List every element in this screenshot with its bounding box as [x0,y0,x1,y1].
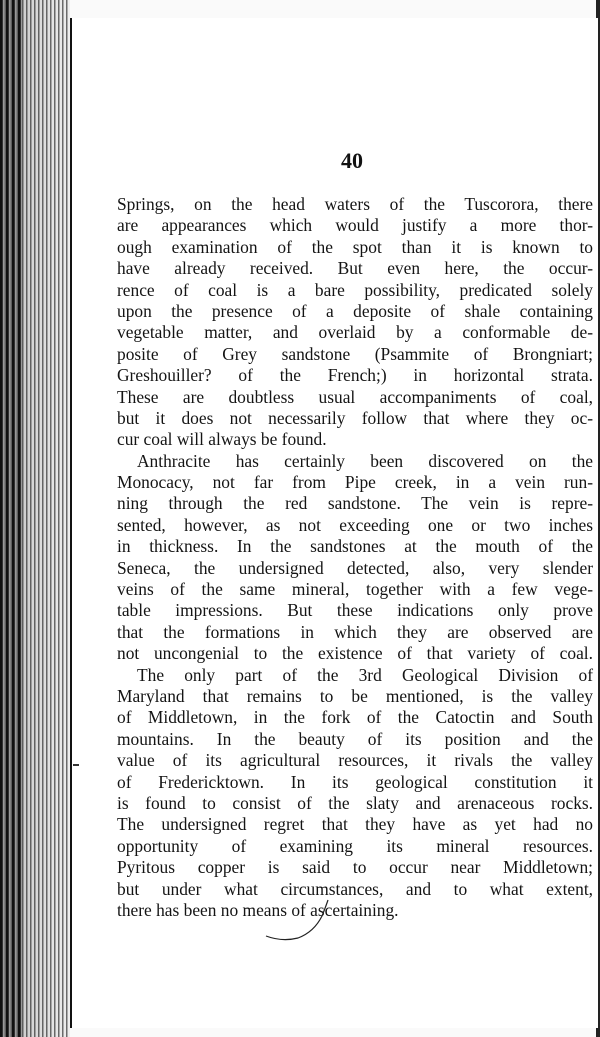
text-line: ning through the red sandstone. The vein is repre- [117,493,593,514]
margin-mark [73,764,79,766]
text-line: are appearances which would justify a more thor- [117,215,593,236]
text-line: is found to consist of the slaty and arenaceous rocks. [117,792,593,813]
text-line: Maryland that remains to be mentioned, is the valley [117,685,593,706]
text-line: but it does not necessarily follow that where they oc- [117,407,593,428]
text-line: that the formations in which they are observed are [117,621,593,642]
text-line: vegetable matter, and overlaid by a conformable de- [117,322,593,343]
text-line: have already received. But even here, the occur- [117,258,593,279]
page-number: 40 [341,148,363,173]
text-line: Springs, on the head waters of the Tuscorora, there [117,194,593,214]
text-line: upon the presence of a deposite of shale containing [117,300,593,321]
text-line: The undersigned regret that they have as yet had no [117,814,593,835]
text-line: but under what circumstances, and to what extent, [117,878,593,899]
body-text [117,194,593,921]
text-line: of Middletown, in the fork of the Catoctin and South [117,707,593,728]
text-line: value of its agricultural resources, it rivals the valley [117,750,593,771]
text-line: Monocacy, not far from Pipe creek, in a vein run- [117,472,593,493]
text-line: not uncongenial to the existence of that variety of coal. [117,643,593,664]
text-line: Pyritous copper is said to occur near Middletown; [117,857,593,878]
book-page [70,18,598,1028]
text-line: The only part of the 3rd Geological Division of [137,664,593,685]
book-binding [0,0,22,1037]
text-line: mountains. In the beauty of its position and the [117,728,593,749]
text-line: there has been no means of ascertaining. [117,899,399,920]
text-line: of Fredericktown. In its geological constitution it [117,771,593,792]
text-line: cur coal will always be found. [117,429,327,450]
page-edges [22,0,70,1037]
text-line: rence of coal is a bare possibility, predicated solely [117,279,593,300]
text-line: Anthracite has certainly been discovered on the [137,450,593,471]
text-line: ough examination of the spot than it is known to [117,236,593,257]
ink-flourish [262,896,352,946]
text-line: table impressions. But these indications only prove [117,600,593,621]
text-line: These are doubtless usual accompaniments of coal, [117,386,593,407]
text-line: opportunity of examining its mineral resources. [117,835,593,856]
text-line: veins of the same mineral, together with a few vege- [117,579,593,600]
text-line: Greshouiller? of the French;) in horizontal strata. [117,365,593,386]
text-line: sented, however, as not exceeding one or two inches [117,514,593,535]
text-line: Seneca, the undersigned detected, also, very slender [117,557,593,578]
text-line: in thickness. In the sandstones at the mouth of the [117,536,593,557]
text-line: posite of Grey sandstone (Psammite of Brongniart; [117,343,593,364]
